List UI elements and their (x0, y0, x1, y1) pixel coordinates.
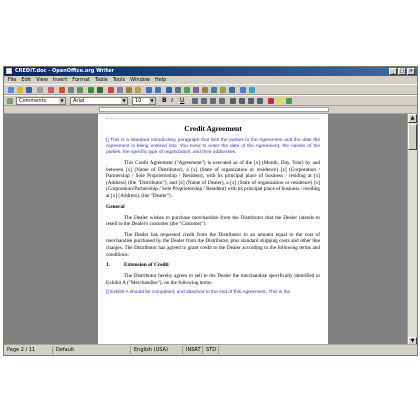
numbering-icon[interactable] (230, 98, 236, 104)
spellcheck-icon[interactable] (88, 87, 94, 93)
scroll-up-icon[interactable]: ▲ (408, 114, 417, 123)
minimize-button[interactable]: _ (389, 68, 397, 75)
section-number: 1. (106, 262, 111, 269)
edit-file-icon[interactable] (48, 87, 54, 93)
selection-mode-indicator[interactable]: STD (206, 347, 217, 353)
email-icon[interactable] (37, 87, 43, 93)
chevron-down-icon[interactable]: ▼ (150, 98, 154, 103)
general-heading: General (106, 203, 125, 210)
ruler-scale (99, 107, 329, 112)
document-page[interactable] (98, 114, 328, 346)
font-name-select[interactable] (70, 97, 128, 105)
hyperlink-icon[interactable] (166, 87, 172, 93)
bold-button[interactable]: B (162, 97, 167, 104)
open-folder-icon[interactable] (17, 87, 23, 93)
font-size-select[interactable] (132, 97, 156, 105)
chevron-down-icon[interactable]: ▼ (60, 98, 64, 103)
close-button[interactable]: × (408, 68, 414, 74)
menu-view[interactable]: View (36, 77, 48, 83)
decrease-indent-icon[interactable] (248, 98, 254, 104)
vertical-scrollbar[interactable] (407, 114, 417, 346)
background-color-icon[interactable] (286, 98, 292, 104)
section-heading-extension-of-credit (106, 262, 320, 269)
scroll-down-icon[interactable]: ▼ (408, 337, 417, 346)
paste-icon[interactable] (126, 87, 132, 93)
new-document-icon[interactable] (8, 87, 14, 93)
save-icon[interactable] (26, 87, 32, 93)
styles-formatting-icon[interactable] (7, 98, 13, 104)
title-bar[interactable] (4, 67, 417, 76)
page-indicator[interactable]: Page 2 / 11 (7, 347, 36, 353)
menu-bar (4, 76, 417, 84)
autospellcheck-icon[interactable] (97, 87, 103, 93)
exhibit-note: [] Exhibit A should be completed, and attached to the end of this Agreement. This is the (106, 290, 291, 296)
app-icon (6, 68, 12, 74)
writer-window (3, 66, 418, 356)
maximize-button[interactable]: □ (399, 68, 405, 74)
paragraph-purchase: The Dealer wishes to purchase merchandise from the Distributor that the Dealer intends to resell to the Dealer's customer (the "Customer"). (106, 214, 320, 228)
menu-help[interactable]: Help (154, 77, 167, 83)
table-icon[interactable] (175, 87, 181, 93)
cut-icon[interactable] (108, 87, 114, 93)
show-draw-functions-icon[interactable] (184, 87, 190, 93)
paragraph-credit-request: The Dealer has requested credit from the Distributor in an amount equal to the cost of merchandise purchased by the Dealer from the Distributor, plus standard shipping costs and other like charges. The Distributor has agreed to grant credit to the Dealer according to the following terms and conditions: (106, 231, 320, 258)
paragraph-parties: This Credit Agreement ("Agreement") is executed as of the [x] (Month, Day, Year) by and between [x] (Name of Distributor), a [x] (State of organization or residence) [x] (Corporation / Partnership / Sole Proprietorship / Resident), with its principal place of business / residing at [x] (Address) (the "Distributor"), and [x] (Name of Dealer), a [x] (State of organization or residence) [x] (Corporation/Partnership / Sole Proprietorship / Resident) with its principal place of business / residing at [x] (Address), (the "Dealer"). (106, 160, 320, 199)
copy-icon[interactable] (117, 87, 123, 93)
format-paintbrush-icon[interactable] (135, 87, 141, 93)
menu-file[interactable]: File (8, 77, 17, 83)
scrollbar-thumb[interactable] (408, 124, 417, 150)
insert-mode-indicator[interactable]: INSRT (186, 347, 201, 353)
paragraph-style-value: Comments (19, 98, 47, 104)
menu-tools[interactable]: Tools (112, 77, 126, 83)
help-icon[interactable] (249, 87, 255, 93)
window-title: CREDIT.doc - OpenOffice.org Writer (15, 68, 114, 74)
horizontal-ruler[interactable] (4, 106, 417, 114)
font-size-value: 10 (135, 98, 142, 104)
header-boundary (106, 118, 320, 119)
data-sources-icon[interactable] (220, 87, 226, 93)
document-body[interactable] (106, 122, 320, 300)
underline-button[interactable]: U (180, 97, 185, 104)
status-bar (4, 344, 417, 355)
font-name-value: Arial (73, 98, 85, 104)
intro-note: [] This is a standard introductory paragraph that lists the parties to the Agreement and the date the Agreement is being entered into. You need to enter the date of the Agreement, the names of the parties, the specific type of organization, and their addresses. (106, 138, 320, 155)
menu-edit[interactable]: Edit (21, 77, 32, 83)
align-center-icon[interactable] (201, 98, 207, 104)
increase-indent-icon[interactable] (257, 98, 263, 104)
align-left-icon[interactable] (192, 98, 198, 104)
nonprinting-characters-icon[interactable] (229, 87, 235, 93)
font-color-icon[interactable] (268, 98, 274, 104)
redo-icon[interactable] (155, 87, 161, 93)
export-pdf-icon[interactable] (59, 87, 65, 93)
standard-toolbar (4, 84, 417, 95)
menu-table[interactable]: Table (94, 77, 108, 83)
language-indicator[interactable]: English (USA) (134, 347, 168, 353)
find-replace-icon[interactable] (193, 87, 199, 93)
page-style[interactable]: Default (56, 347, 75, 353)
formatting-toolbar (4, 95, 417, 106)
chevron-down-icon[interactable]: ▼ (122, 98, 126, 103)
align-right-icon[interactable] (210, 98, 216, 104)
page-preview-icon[interactable] (77, 87, 83, 93)
section-title: Extension of Credit (124, 262, 169, 269)
gallery-icon[interactable] (211, 87, 217, 93)
navigator-icon[interactable] (202, 87, 208, 93)
undo-icon[interactable] (146, 87, 152, 93)
bullets-icon[interactable] (239, 98, 245, 104)
paragraph-style-select[interactable] (16, 97, 66, 105)
print-icon[interactable] (68, 87, 74, 93)
paragraph-merchandise: The Distributor hereby agrees to sell to the Dealer the merchandise specifically identified in Exhibit A ("Merchandise"), on the following terms: (106, 273, 320, 286)
menu-format[interactable]: Format (72, 77, 90, 83)
justify-icon[interactable] (219, 98, 225, 104)
zoom-icon[interactable] (240, 87, 246, 93)
document-title: Credit Agreement (184, 124, 242, 133)
menu-window[interactable]: Window (130, 77, 150, 83)
menu-insert[interactable]: Insert (52, 77, 68, 83)
document-canvas (4, 114, 409, 346)
italic-button[interactable]: I (171, 98, 173, 104)
highlighting-icon[interactable] (277, 98, 283, 104)
